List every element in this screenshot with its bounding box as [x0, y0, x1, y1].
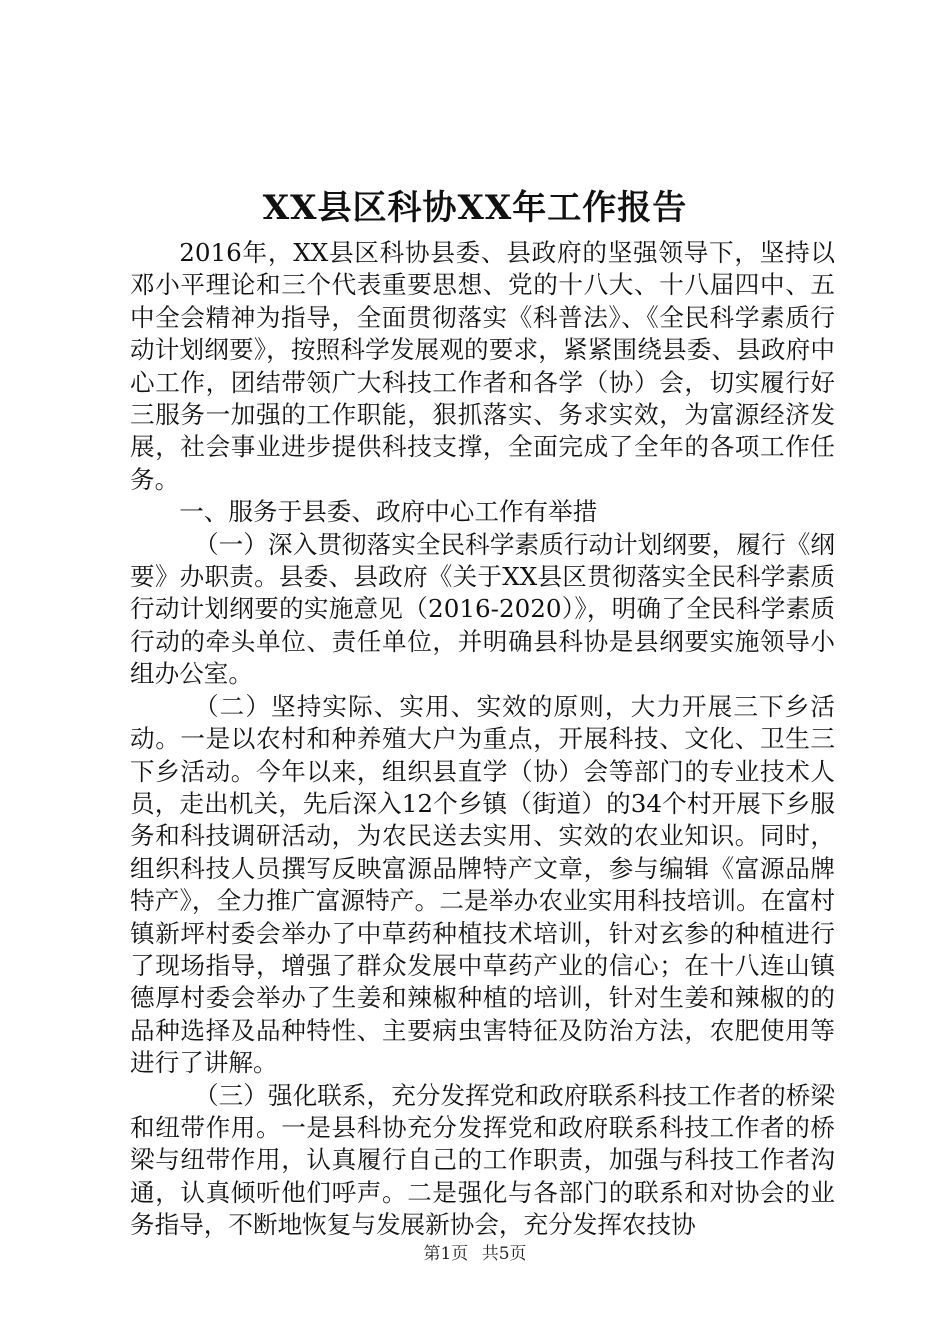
paragraph-item-2: （二）坚持实际、实用、实效的原则，大力开展三下乡活动。一是以农村和种养殖大户为重点，开展科技、文化、卫生三下乡活动。今年以来，组织县直学（协）会等部门的专业技术人员，走出机关，先后深入12个乡镇（街道）的34个村开展下乡服务和科技调研活动，为农民送去实用、实效的农业知识。同时，组织科技人员撰写反映富源品牌特产文章，参与编辑《富源品牌特产》，全力推广富源特产。二是举办农业实用科技培训。在富村镇新坪村委会举办了中草药种植技术培训，针对玄参的种植进行了现场指导，增强了群众发展中草药产业的信心；在十八连山镇德厚村委会举办了生姜和辣椒种植的培训，针对生姜和辣椒的的品种选择及品种特性、主要病虫害特征及防治方法，农肥使用等进行了讲解。 — [130, 691, 835, 1078]
page-total: 共5页 — [481, 1244, 527, 1264]
page-number: 第1页 — [423, 1244, 469, 1264]
paragraph-item-3: （三）强化联系，充分发挥党和政府联系科技工作者的桥梁和纽带作用。一是县科协充分发挥党和政府联系科技工作者的桥梁与纽带作用，认真履行自己的工作职责，加强与科技工作者沟通，认真倾听他们呼声。二是强化与各部门的联系和对协会的业务指导，不断地恢复与发展新协会，充分发挥农技协 — [130, 1080, 835, 1240]
paragraph-intro: 2016年，XX县区科协县委、县政府的坚强领导下，坚持以邓小平理论和三个代表重要思想、党的十八大、十八届四中、五中全会精神为指导，全面贯彻落实《科普法》、《全民科学素质行动计划纲要》，按照科学发展观的要求，紧紧围绕县委、县政府中心工作，团结带领广大科技工作者和各学（协）会，切实履行好三服务一加强的工作职能，狠抓落实、务求实效，为富源经济发展，社会事业进步提供科技支撑，全面完成了全年的各项工作任务。 — [130, 238, 835, 494]
document-title: XX县区科协XX年工作报告 — [262, 188, 688, 228]
section-heading-1: 一、服务于县委、政府中心工作有举措 — [179, 497, 598, 527]
document-body — [130, 237, 835, 1242]
page-footer — [0, 1243, 950, 1265]
paragraph-item-1: （一）深入贯彻落实全民科学素质行动计划纲要，履行《纲要》办职责。县委、县政府《关于XX县区贯彻落实全民科学素质行动计划纲要的实施意见（2016-2020）》，明确了全民科学素质行动的牵头单位、责任单位，并明确县科协是县纲要实施领导小组办公室。 — [130, 529, 835, 689]
